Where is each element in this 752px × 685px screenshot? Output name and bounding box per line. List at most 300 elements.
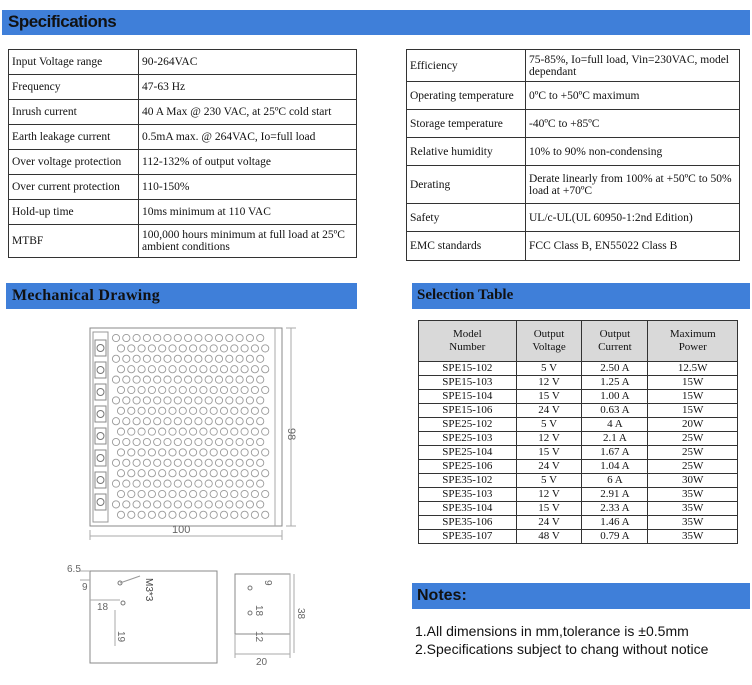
table-cell: 48 V <box>516 530 582 544</box>
vent-hole <box>246 334 253 341</box>
vent-hole <box>112 459 119 466</box>
vent-hole <box>190 366 197 373</box>
vent-hole <box>143 418 150 425</box>
vent-hole <box>164 438 171 445</box>
vent-hole <box>226 501 233 508</box>
spec-label: Operating temperature <box>407 82 526 110</box>
column-header-line: Power <box>678 341 707 353</box>
dim-height-label: 98 <box>285 428 297 441</box>
vent-hole <box>138 366 145 373</box>
vent-hole <box>257 334 264 341</box>
vent-hole <box>164 418 171 425</box>
dim-width-label: 100 <box>172 524 191 536</box>
vent-hole <box>200 490 207 497</box>
selection-column-header <box>419 321 517 362</box>
table-cell: 35W <box>648 488 738 502</box>
table-cell: 15W <box>648 376 738 390</box>
vent-hole <box>220 470 227 477</box>
vent-hole <box>154 480 161 487</box>
vent-hole-grid <box>112 334 268 518</box>
dim-side-20-label: 20 <box>256 657 268 668</box>
vent-hole <box>262 490 269 497</box>
table-row <box>419 446 738 460</box>
vent-hole <box>154 459 161 466</box>
vent-hole <box>190 428 197 435</box>
spec-label: Storage temperature <box>407 110 526 138</box>
spec-row <box>9 75 357 100</box>
table-cell: 6 A <box>582 474 648 488</box>
vent-hole <box>169 407 176 414</box>
vent-hole <box>195 459 202 466</box>
dim-9-label: 9 <box>82 582 88 593</box>
vent-hole <box>190 407 197 414</box>
spec-value: 40 A Max @ 230 VAC, at 25ºC cold start <box>139 100 357 125</box>
table-cell: 1.04 A <box>582 460 648 474</box>
terminal-screw-head <box>97 411 104 418</box>
vent-hole <box>179 490 186 497</box>
vent-hole <box>169 345 176 352</box>
column-header-line: Maximum <box>669 328 716 340</box>
vent-hole <box>117 511 124 518</box>
spec-label: Inrush current <box>9 100 139 125</box>
vent-hole <box>262 345 269 352</box>
vent-hole <box>128 386 135 393</box>
table-cell: 35W <box>648 502 738 516</box>
selection-table <box>418 320 738 544</box>
vent-hole <box>236 334 243 341</box>
spec-row <box>407 204 740 232</box>
table-cell: SPE25-102 <box>419 418 517 432</box>
vent-hole <box>133 397 140 404</box>
vent-hole <box>246 355 253 362</box>
spec-row <box>407 232 740 261</box>
vent-hole <box>241 386 248 393</box>
vent-hole <box>200 511 207 518</box>
table-cell: 1.00 A <box>582 390 648 404</box>
vent-hole <box>241 511 248 518</box>
vent-hole <box>220 386 227 393</box>
vent-hole <box>143 397 150 404</box>
vent-hole <box>215 438 222 445</box>
vent-hole <box>112 418 119 425</box>
vent-hole <box>205 459 212 466</box>
vent-hole <box>262 511 269 518</box>
table-cell: 5 V <box>516 362 582 376</box>
vent-hole <box>179 366 186 373</box>
spec-label: Over voltage protection <box>9 150 139 175</box>
vent-hole <box>231 511 238 518</box>
vent-hole <box>220 428 227 435</box>
table-cell: SPE35-107 <box>419 530 517 544</box>
vent-hole <box>164 334 171 341</box>
vent-hole <box>133 480 140 487</box>
mechanical-drawing-header <box>6 283 357 309</box>
note-item: 1.All dimensions in mm,tolerance is ±0.5mm <box>415 623 689 639</box>
vent-hole <box>159 386 166 393</box>
vent-hole <box>185 334 192 341</box>
vent-hole <box>179 470 186 477</box>
vent-hole <box>138 490 145 497</box>
vent-hole <box>215 459 222 466</box>
table-cell: 25W <box>648 460 738 474</box>
vent-hole <box>133 376 140 383</box>
vent-hole <box>185 501 192 508</box>
vent-hole <box>210 407 217 414</box>
terminal-screw-head <box>97 455 104 462</box>
table-cell: SPE15-102 <box>419 362 517 376</box>
vent-hole <box>154 438 161 445</box>
vent-hole <box>200 386 207 393</box>
column-header-line: Output <box>533 328 565 340</box>
vent-hole <box>205 397 212 404</box>
table-cell: 15 V <box>516 502 582 516</box>
table-cell: 12.5W <box>648 362 738 376</box>
vent-hole <box>159 366 166 373</box>
specifications-title: Specifications <box>8 12 117 31</box>
table-row <box>419 502 738 516</box>
vent-hole <box>123 501 130 508</box>
vent-hole <box>128 428 135 435</box>
vent-hole <box>154 334 161 341</box>
column-header-line: Model <box>452 328 482 340</box>
vent-hole <box>159 511 166 518</box>
vent-hole <box>185 355 192 362</box>
table-cell: 5 V <box>516 474 582 488</box>
vent-hole <box>236 480 243 487</box>
vent-hole <box>179 386 186 393</box>
vent-hole <box>179 449 186 456</box>
table-cell: 25W <box>648 432 738 446</box>
vent-hole <box>143 376 150 383</box>
vent-hole <box>236 501 243 508</box>
table-cell: SPE35-103 <box>419 488 517 502</box>
table-cell: 35W <box>648 516 738 530</box>
table-cell: 0.63 A <box>582 404 648 418</box>
vent-hole <box>236 459 243 466</box>
vent-hole <box>179 345 186 352</box>
vent-hole <box>231 449 238 456</box>
vent-hole <box>138 345 145 352</box>
table-cell: 2.50 A <box>582 362 648 376</box>
table-cell: 15W <box>648 404 738 418</box>
vent-hole <box>205 501 212 508</box>
vent-hole <box>133 334 140 341</box>
spec-label: Hold-up time <box>9 200 139 225</box>
vent-hole <box>205 438 212 445</box>
vent-hole <box>123 355 130 362</box>
vent-hole <box>117 470 124 477</box>
terminal-block <box>93 332 108 522</box>
spec-value: 0ºC to +50ºC maximum <box>526 82 740 110</box>
vent-hole <box>148 470 155 477</box>
vent-hole <box>257 480 264 487</box>
vent-hole <box>215 501 222 508</box>
vent-hole <box>236 397 243 404</box>
vent-hole <box>112 438 119 445</box>
spec-label: Efficiency <box>407 50 526 82</box>
vent-hole <box>205 355 212 362</box>
vent-hole <box>241 428 248 435</box>
spec-value: 112-132% of output voltage <box>139 150 357 175</box>
vent-hole <box>251 345 258 352</box>
notes-header <box>412 583 750 609</box>
vent-hole <box>190 386 197 393</box>
vent-hole <box>231 386 238 393</box>
spec-value: Derate linearly from 100% at +50ºC to 50% load at +70ºC <box>526 166 740 204</box>
selection-column-header <box>582 321 648 362</box>
vent-hole <box>205 334 212 341</box>
table-cell: 15 V <box>516 446 582 460</box>
vent-hole <box>159 407 166 414</box>
spec-value: 10ms minimum at 110 VAC <box>139 200 357 225</box>
vent-hole <box>251 428 258 435</box>
spec-row <box>9 175 357 200</box>
vent-hole <box>174 355 181 362</box>
vent-hole <box>257 355 264 362</box>
selection-table-title: Selection Table <box>417 287 514 303</box>
vent-hole <box>215 480 222 487</box>
table-cell: SPE15-106 <box>419 404 517 418</box>
selection-table-head <box>419 321 738 362</box>
vent-hole <box>133 438 140 445</box>
vent-hole <box>169 449 176 456</box>
vent-hole <box>246 480 253 487</box>
vent-hole <box>148 511 155 518</box>
table-row <box>419 460 738 474</box>
spec-row <box>407 166 740 204</box>
vent-hole <box>159 490 166 497</box>
vent-hole <box>185 438 192 445</box>
vent-hole <box>174 438 181 445</box>
terminal-screw-head <box>97 389 104 396</box>
vent-hole <box>231 345 238 352</box>
table-row <box>419 404 738 418</box>
vent-hole <box>185 480 192 487</box>
vent-hole <box>148 428 155 435</box>
spec-value: 10% to 90% non-condensing <box>526 138 740 166</box>
vent-hole <box>220 449 227 456</box>
vent-hole <box>159 449 166 456</box>
vent-hole <box>257 376 264 383</box>
spec-value: -40ºC to +85ºC <box>526 110 740 138</box>
vent-hole <box>241 407 248 414</box>
table-row <box>419 488 738 502</box>
table-cell: 2.91 A <box>582 488 648 502</box>
vent-hole <box>210 470 217 477</box>
table-row <box>419 432 738 446</box>
spec-value: FCC Class B, EN55022 Class B <box>526 232 740 261</box>
vent-hole <box>210 449 217 456</box>
vent-hole <box>169 386 176 393</box>
vent-hole <box>123 480 130 487</box>
dim-19-label: 19 <box>115 631 126 643</box>
vent-hole <box>220 366 227 373</box>
table-cell: 15W <box>648 390 738 404</box>
dim-side-9-label: 9 <box>262 580 273 586</box>
vent-hole <box>190 470 197 477</box>
vent-hole <box>123 438 130 445</box>
vent-hole <box>117 366 124 373</box>
spec-value: UL/c-UL(UL 60950-1:2nd Edition) <box>526 204 740 232</box>
spec-row <box>9 125 357 150</box>
vent-hole <box>174 334 181 341</box>
vent-hole <box>179 511 186 518</box>
table-cell: 2.33 A <box>582 502 648 516</box>
vent-hole <box>174 418 181 425</box>
vent-hole <box>133 418 140 425</box>
vent-hole <box>112 376 119 383</box>
vent-hole <box>117 386 124 393</box>
dim-side-12-label: 12 <box>253 631 264 643</box>
vent-hole <box>159 428 166 435</box>
vent-hole <box>190 345 197 352</box>
terminal-screw-head <box>97 367 104 374</box>
vent-hole <box>138 449 145 456</box>
column-header-line: Current <box>598 341 632 353</box>
vent-hole <box>159 345 166 352</box>
selection-table-header <box>412 283 750 309</box>
vent-hole <box>246 418 253 425</box>
vent-hole <box>117 449 124 456</box>
vent-hole <box>231 470 238 477</box>
vent-hole <box>262 386 269 393</box>
dim-6-5-label: 6.5 <box>67 564 81 575</box>
vent-hole <box>112 501 119 508</box>
vent-hole <box>251 511 258 518</box>
vent-hole <box>231 428 238 435</box>
vent-hole <box>195 397 202 404</box>
vent-hole <box>174 397 181 404</box>
dim-18-label: 18 <box>97 602 109 613</box>
vent-hole <box>143 334 150 341</box>
vent-hole <box>174 501 181 508</box>
vent-hole <box>138 428 145 435</box>
vent-hole <box>123 334 130 341</box>
table-cell: SPE35-104 <box>419 502 517 516</box>
vent-hole <box>143 438 150 445</box>
vent-hole <box>195 480 202 487</box>
vent-hole <box>215 334 222 341</box>
vent-hole <box>220 511 227 518</box>
spec-label: Earth leakage current <box>9 125 139 150</box>
vent-hole <box>215 355 222 362</box>
vent-hole <box>179 428 186 435</box>
vent-hole <box>195 376 202 383</box>
spec-value: 100,000 hours minimum at full load at 25ºC ambient conditions <box>139 225 357 258</box>
vent-hole <box>148 345 155 352</box>
notes-title: Notes: <box>417 587 467 604</box>
spec-value: 90-264VAC <box>139 50 357 75</box>
vent-hole <box>251 449 258 456</box>
vent-hole <box>195 438 202 445</box>
table-cell: 1.25 A <box>582 376 648 390</box>
vent-hole <box>262 449 269 456</box>
spec-table-left <box>8 49 357 258</box>
vent-hole <box>200 428 207 435</box>
vent-hole <box>226 355 233 362</box>
vent-hole <box>220 407 227 414</box>
table-cell: 2.1 A <box>582 432 648 446</box>
vent-hole <box>241 490 248 497</box>
vent-hole <box>226 418 233 425</box>
vent-hole <box>133 355 140 362</box>
spec-row <box>9 50 357 75</box>
vent-hole <box>169 490 176 497</box>
vent-hole <box>200 407 207 414</box>
table-cell: 25W <box>648 446 738 460</box>
vent-hole <box>190 490 197 497</box>
vent-hole <box>210 490 217 497</box>
column-header-line: Number <box>449 341 486 353</box>
vent-hole <box>195 355 202 362</box>
vent-hole <box>148 490 155 497</box>
spec-label: Derating <box>407 166 526 204</box>
vent-hole <box>112 355 119 362</box>
spec-value: 75-85%, Io=full load, Vin=230VAC, model dependant <box>526 50 740 82</box>
spec-table-right <box>406 49 740 261</box>
vent-hole <box>169 366 176 373</box>
vent-hole <box>200 366 207 373</box>
vent-hole <box>257 459 264 466</box>
vent-hole <box>231 407 238 414</box>
vent-hole <box>164 459 171 466</box>
table-cell: 15 V <box>516 390 582 404</box>
spec-label: Over current protection <box>9 175 139 200</box>
vent-hole <box>185 418 192 425</box>
table-cell: SPE15-103 <box>419 376 517 390</box>
vent-hole <box>128 470 135 477</box>
table-cell: 30W <box>648 474 738 488</box>
spec-label: Frequency <box>9 75 139 100</box>
vent-hole <box>251 386 258 393</box>
vent-hole <box>123 376 130 383</box>
vent-hole <box>226 376 233 383</box>
spec-row <box>9 100 357 125</box>
vent-hole <box>241 366 248 373</box>
vent-hole <box>128 490 135 497</box>
vent-hole <box>154 397 161 404</box>
vent-hole <box>148 407 155 414</box>
table-row <box>419 390 738 404</box>
vent-hole <box>210 366 217 373</box>
vent-hole <box>205 480 212 487</box>
vent-hole <box>231 490 238 497</box>
table-cell: SPE35-106 <box>419 516 517 530</box>
vent-hole <box>138 386 145 393</box>
vent-hole <box>190 511 197 518</box>
vent-hole <box>246 501 253 508</box>
table-cell: SPE25-104 <box>419 446 517 460</box>
dim-side-18-label: 18 <box>253 605 264 617</box>
vent-hole <box>205 376 212 383</box>
vent-hole <box>226 334 233 341</box>
vent-hole <box>236 376 243 383</box>
vent-hole <box>143 355 150 362</box>
spec-row <box>407 50 740 82</box>
vent-hole <box>190 449 197 456</box>
vent-hole <box>195 418 202 425</box>
vent-hole <box>215 397 222 404</box>
vent-hole <box>128 511 135 518</box>
spec-label: EMC standards <box>407 232 526 261</box>
vent-hole <box>128 366 135 373</box>
vent-hole <box>262 428 269 435</box>
vent-hole <box>174 480 181 487</box>
vent-hole <box>154 355 161 362</box>
table-cell: SPE15-104 <box>419 390 517 404</box>
vent-hole <box>195 334 202 341</box>
vent-hole <box>164 501 171 508</box>
